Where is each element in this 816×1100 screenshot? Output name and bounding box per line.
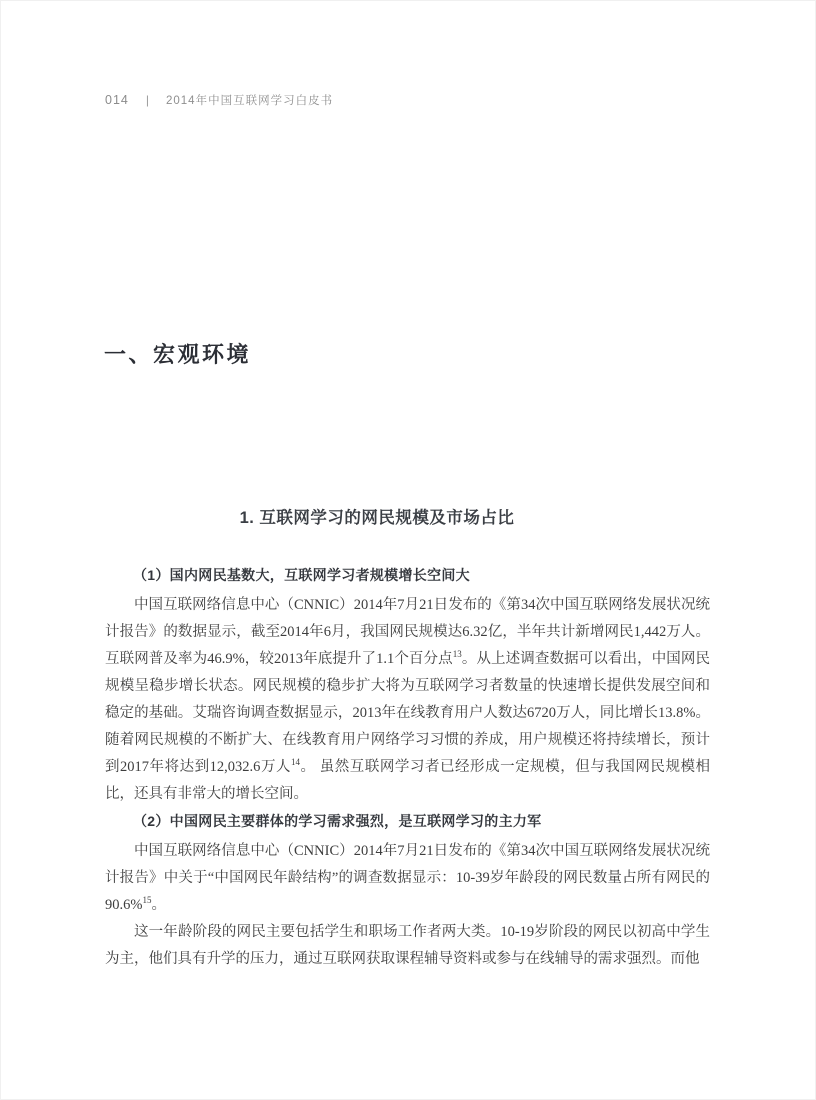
sub-heading: （1）国内网民基数大，互联网学习者规模增长空间大 bbox=[133, 567, 470, 583]
footnote-marker: 15 bbox=[142, 895, 152, 906]
page-header bbox=[105, 92, 333, 108]
footnote-marker: 13 bbox=[452, 649, 462, 660]
book-title: 2014年中国互联网学习白皮书 bbox=[165, 95, 334, 107]
body-content bbox=[105, 562, 710, 973]
footnote-marker: 14 bbox=[291, 757, 301, 768]
sub-heading: （2）中国网民主要群体的学习需求强烈，是互联网学习的主力军 bbox=[133, 813, 542, 829]
page-number: 014 bbox=[105, 93, 129, 107]
body-paragraph: 中国互联网络信息中心（CNNIC）2014年7月21日发布的《第34次中国互联网络发展状况统计报告》的数据显示，截至2014年6月，我国网民规模达6.32亿，半年共计新增网民1,442万人。互联网普及率为46.9%，较2013年底提升了1.1个百分点$^{13}$。从上述调查数据可以看出，中国网民规模呈稳步增长状态。网民规模的稳步扩大将为互联网学习者数量的快速增长提供发展空间和稳定的基础。艾瑞咨询调查数据显示，2013年在线教育用户人数达6720万人，同比增长13.8%。随着网民规模的不断扩大、在线教育用户网络学习习惯的养成，用户规模还将持续增长，预计到2017年将达到12,032.6万人$^{14}$。 虽然互联网学习者已经形成一定规模，但与我国网民规模相比，还具有非常大的增长空间。 bbox=[105, 597, 711, 802]
body-paragraph: 中国互联网络信息中心（CNNIC）2014年7月21日发布的《第34次中国互联网络发展状况统计报告》中关于“中国网民年龄结构”的调查数据显示：10-39岁年龄段的网民数量占所有网民的90.6%$^{15}$。 bbox=[105, 843, 710, 913]
body-paragraph: 这一年龄阶段的网民主要包括学生和职场工作者两大类。10-19岁阶段的网民以初高中学生为主，他们具有升学的压力，通过互联网获取课程辅导资料或参与在线辅导的需求强烈。而他 bbox=[105, 924, 710, 967]
chapter-title: 一、宏观环境 bbox=[104, 342, 252, 367]
section-title: 1. 互联网学习的网民规模及市场占比 bbox=[239, 509, 515, 527]
header-divider: | bbox=[145, 93, 149, 107]
